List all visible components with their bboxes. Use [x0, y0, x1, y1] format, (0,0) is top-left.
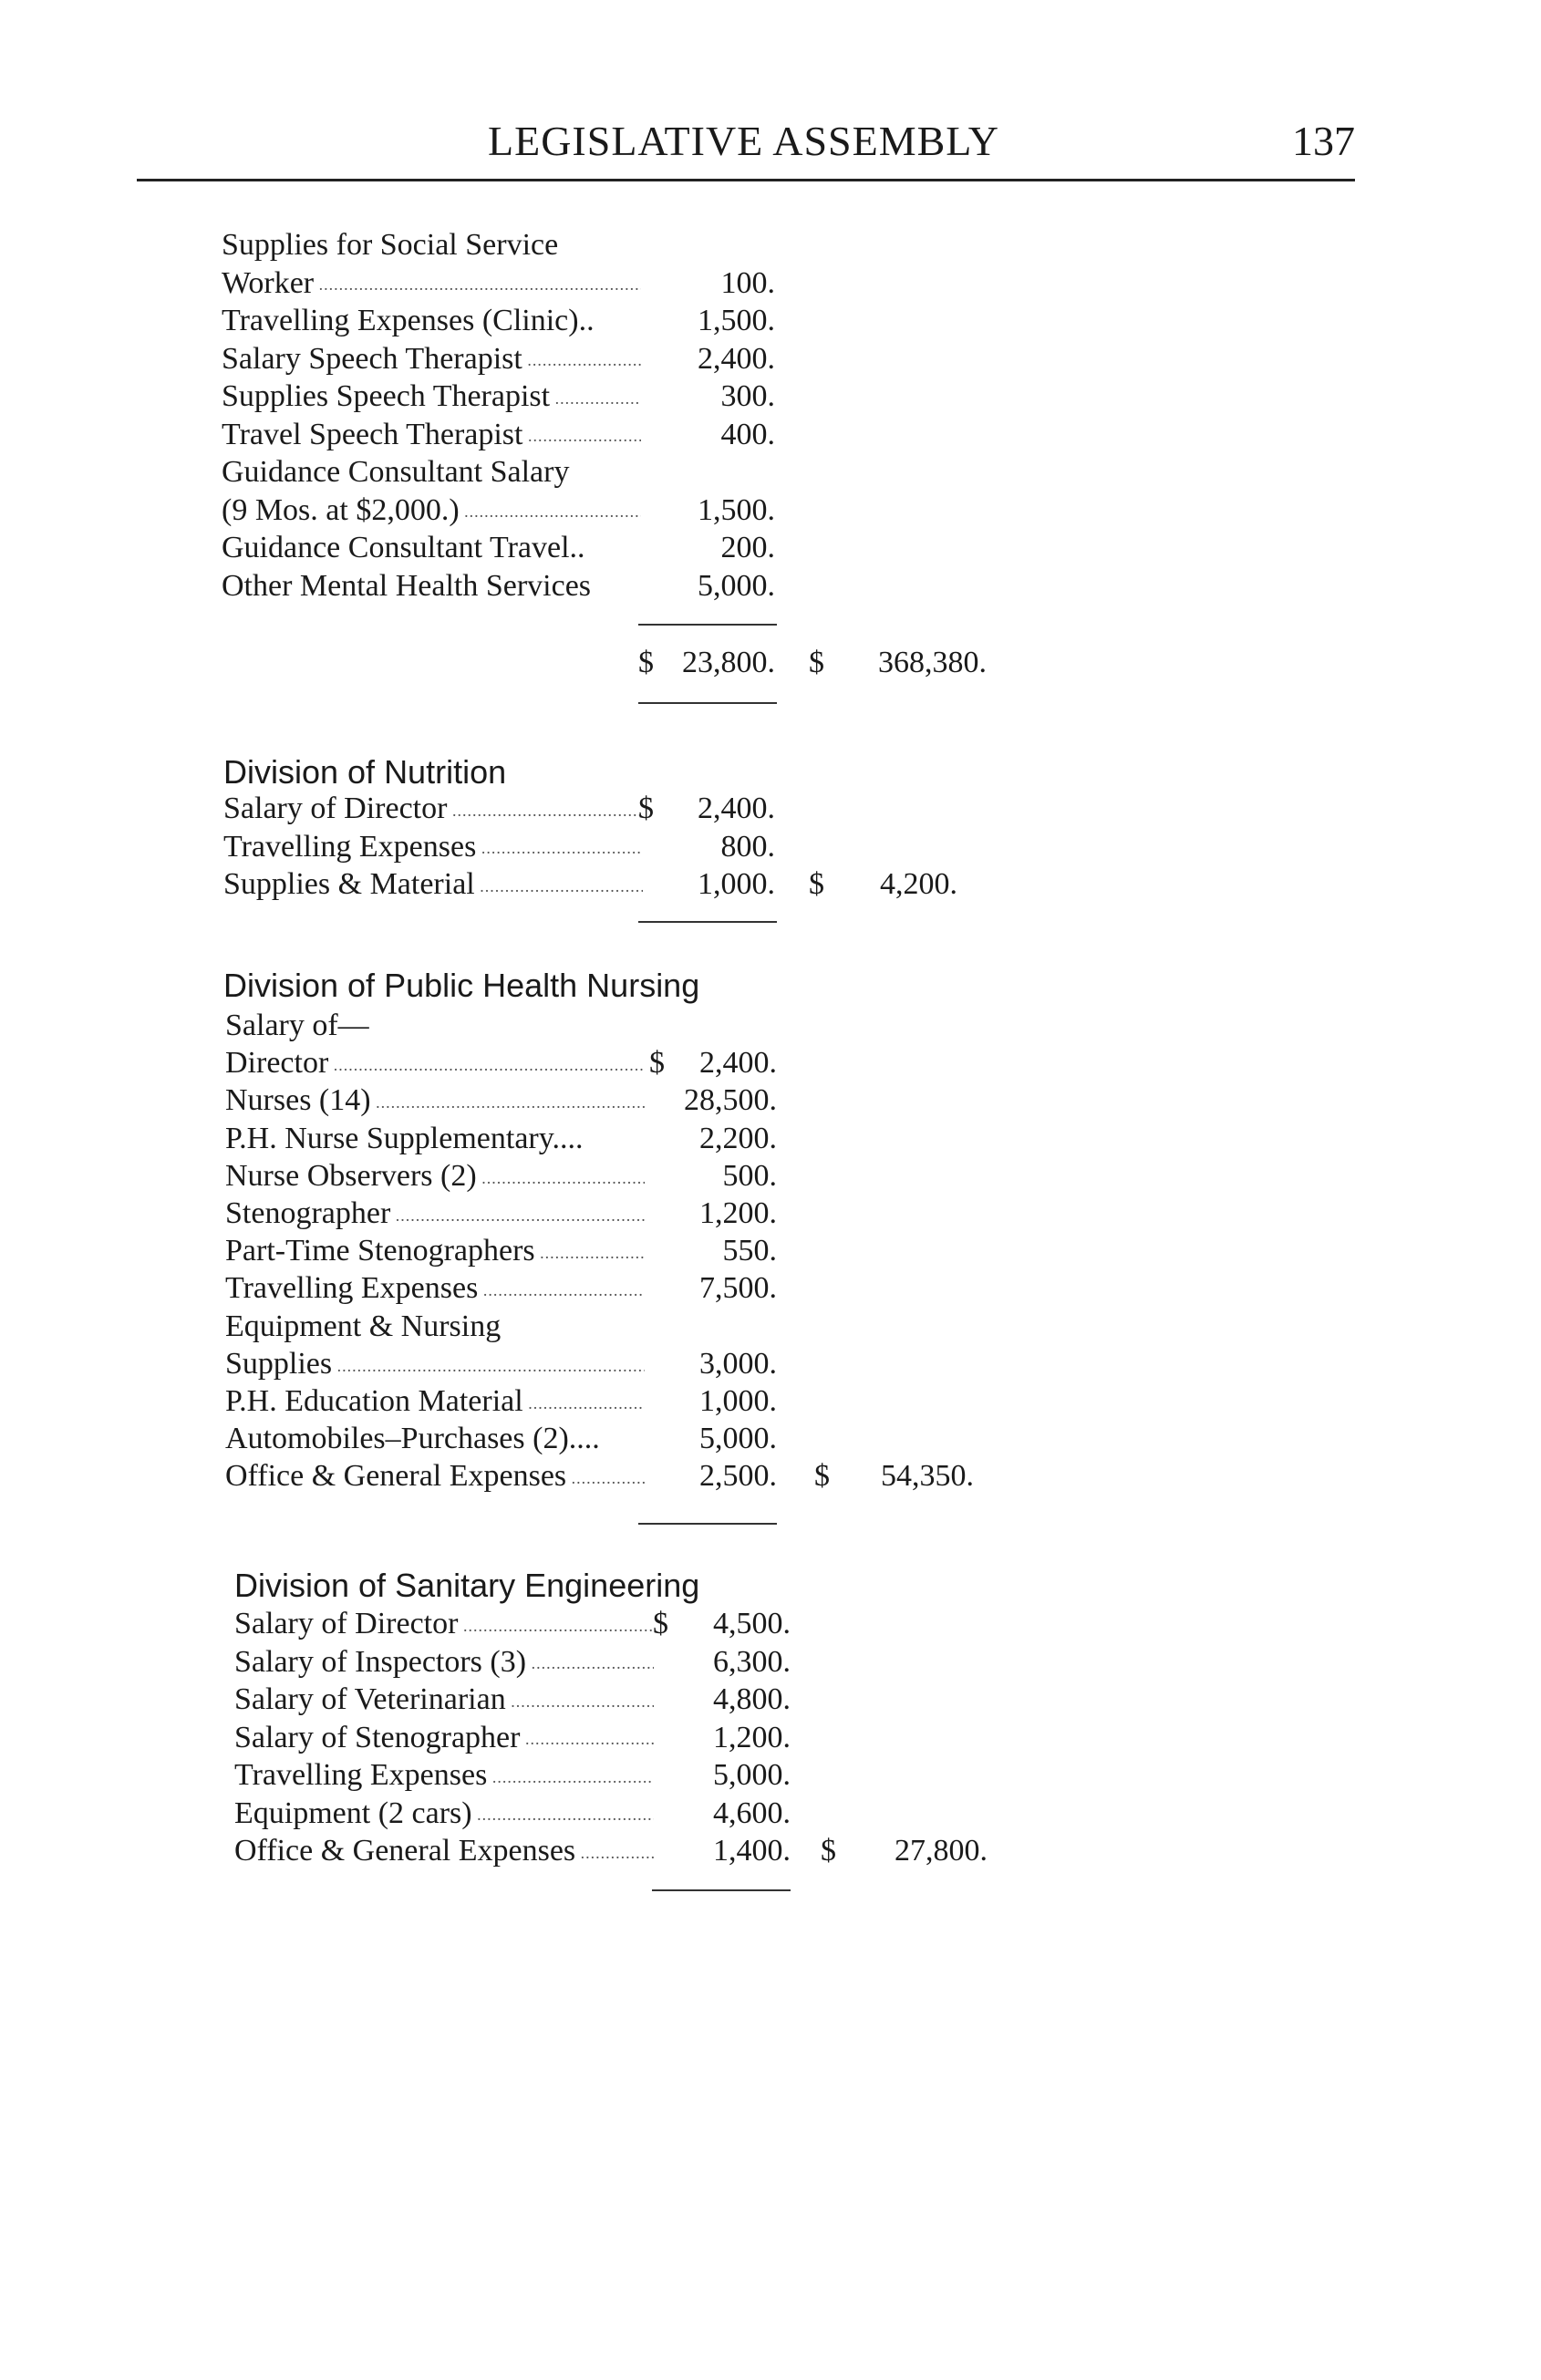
line-item-label: Automobiles–Purchases (2).... — [225, 1422, 600, 1456]
mental-health-subtotal-rule-bottom — [638, 702, 777, 704]
line-item-label: Equipment (2 cars) ..... — [234, 1796, 654, 1831]
line-item-amount: 5,000. — [698, 568, 775, 603]
line-item — [0, 1682, 1541, 1721]
nursing-heading: Division of Public Health Nursing — [223, 967, 700, 1004]
line-item — [0, 342, 1541, 380]
line-item-amount: 1,000. — [699, 1384, 777, 1418]
page-number: 137 — [1292, 118, 1355, 164]
line-item-label: Salary of Stenographer ..... — [234, 1721, 654, 1755]
line-item — [0, 569, 1541, 607]
line-item-amount: 2,400. — [698, 341, 775, 376]
line-item — [0, 228, 1541, 266]
line-item-label: Salary of Veterinarian ..... — [234, 1682, 654, 1717]
line-item-amount: 550. — [722, 1234, 777, 1268]
line-item — [0, 1083, 1541, 1122]
header-rule — [137, 179, 1355, 181]
line-item — [0, 1159, 1541, 1197]
section-total: 27,800. — [895, 1834, 988, 1868]
line-item — [0, 1422, 1541, 1460]
line-item-amount: 800. — [720, 829, 775, 864]
line-item-label: Travelling Expenses ..... — [234, 1758, 654, 1793]
nutrition-heading: Division of Nutrition — [223, 753, 507, 791]
line-item — [0, 1196, 1541, 1235]
line-item-label: Nurse Observers (2) ..... — [225, 1159, 645, 1194]
line-item-amount: 6,300. — [713, 1644, 791, 1679]
line-item — [0, 1834, 1541, 1872]
line-item-label: Guidance Consultant Travel.. — [222, 531, 585, 564]
line-item — [0, 1607, 1541, 1645]
subtotal-amount: 23,800. — [682, 646, 775, 679]
line-item-amount: 1,400. — [713, 1834, 791, 1868]
page-header — [137, 117, 1355, 182]
nutrition-rule — [638, 921, 777, 923]
line-item — [0, 531, 1541, 569]
line-item-amount: 2,400. — [698, 792, 775, 825]
line-item-label: Travelling Expenses ..... — [223, 830, 643, 864]
line-item-amount: 1,500. — [698, 492, 775, 527]
line-item — [0, 418, 1541, 456]
line-item — [0, 867, 1541, 905]
line-item — [0, 1796, 1541, 1835]
line-item-amount: 4,600. — [713, 1795, 791, 1830]
line-item-label: Supplies ..... — [225, 1347, 645, 1381]
line-item-amount: 5,000. — [699, 1422, 777, 1456]
line-item — [0, 792, 1541, 830]
sanitary-heading: Division of Sanitary Engineering — [234, 1567, 700, 1604]
line-item-label: (9 Mos. at $2,000.) ..... — [222, 493, 641, 528]
line-item-amount: 200. — [720, 531, 775, 564]
mental-health-totals-row — [0, 646, 1541, 684]
line-item-amount: 7,500. — [699, 1271, 777, 1306]
line-item-label: Supplies & Material ..... — [223, 867, 643, 902]
line-item-amount: 1,200. — [699, 1196, 777, 1230]
line-item-amount: 2,200. — [699, 1121, 777, 1155]
line-item-label: Worker ..... — [222, 266, 641, 301]
line-item-label: Salary of Director ..... — [223, 792, 643, 826]
line-item-amount: 400. — [720, 417, 775, 451]
sanitary-rule — [652, 1889, 791, 1891]
line-item — [0, 1459, 1541, 1497]
line-item — [0, 1645, 1541, 1683]
line-item-amount: 1,200. — [713, 1720, 791, 1754]
mental-health-subtotal-rule-top — [638, 624, 777, 626]
line-item — [0, 830, 1541, 868]
subtotal-dollar-sign: $ — [638, 646, 654, 679]
line-item-label: P.H. Education Material ..... — [225, 1384, 645, 1419]
line-item-amount: 1,500. — [698, 304, 775, 337]
section-total: 54,350. — [881, 1459, 974, 1494]
total-dollar-sign: $ — [809, 646, 824, 679]
line-item — [0, 1009, 1541, 1047]
line-item-amount: 2,500. — [699, 1459, 777, 1494]
total-dollar-sign: $ — [809, 867, 824, 901]
line-item — [0, 1234, 1541, 1272]
line-item-label: Salary of— — [225, 1009, 369, 1042]
line-item-label: Supplies Speech Therapist ..... — [222, 379, 641, 414]
line-item-amount: 4,800. — [713, 1682, 791, 1716]
line-item-amount: 100. — [720, 265, 775, 300]
dollar-sign: $ — [649, 1046, 665, 1081]
line-item — [0, 455, 1541, 493]
line-item-label: Office & General Expenses ..... — [225, 1459, 645, 1494]
line-item-amount: 300. — [720, 379, 775, 413]
line-item — [0, 1758, 1541, 1796]
line-item-amount: 4,500. — [713, 1607, 791, 1640]
line-item — [0, 379, 1541, 418]
section-total: 4,200. — [880, 867, 957, 901]
line-item — [0, 1046, 1541, 1084]
line-item — [0, 1347, 1541, 1385]
line-item-label: Salary Speech Therapist ..... — [222, 342, 641, 377]
line-item-label: Supplies for Social Service — [222, 228, 559, 262]
line-item-amount: 1,000. — [698, 867, 775, 901]
total-dollar-sign: $ — [814, 1459, 830, 1494]
line-item-amount: 5,000. — [713, 1758, 791, 1792]
line-item-label: Nurses (14) ..... — [225, 1083, 645, 1118]
line-item-label: Salary of Director ..... — [234, 1607, 654, 1641]
line-item — [0, 1309, 1541, 1348]
line-item-label: Travel Speech Therapist ..... — [222, 418, 641, 452]
line-item-amount: 2,400. — [699, 1046, 777, 1081]
total-amount: 368,380. — [878, 646, 987, 679]
line-item-label: Travelling Expenses ..... — [225, 1271, 645, 1306]
line-item — [0, 304, 1541, 342]
line-item-label: Travelling Expenses (Clinic).. — [222, 304, 595, 337]
line-item-amount: 3,000. — [699, 1346, 777, 1381]
line-item-label: Other Mental Health Services — [222, 568, 592, 603]
page-title: LEGISLATIVE ASSEMBLY — [488, 118, 1000, 164]
line-item-label: Stenographer ..... — [225, 1196, 645, 1231]
line-item-label: Office & General Expenses ..... — [234, 1834, 654, 1868]
dollar-sign: $ — [638, 792, 654, 825]
line-item — [0, 493, 1541, 532]
line-item — [0, 266, 1541, 305]
total-dollar-sign: $ — [821, 1834, 836, 1868]
line-item-amount: 500. — [722, 1158, 777, 1193]
line-item-label: Salary of Inspectors (3) ..... — [234, 1645, 654, 1680]
line-item-label: Part-Time Stenographers ..... — [225, 1234, 645, 1268]
line-item-amount: 28,500. — [684, 1083, 777, 1118]
line-item-label: Director ..... — [225, 1046, 645, 1081]
line-item — [0, 1721, 1541, 1759]
line-item-label: P.H. Nurse Supplementary.... — [225, 1121, 584, 1155]
line-item — [0, 1384, 1541, 1423]
line-item-label: Guidance Consultant Salary — [222, 455, 570, 489]
line-item — [0, 1271, 1541, 1309]
dollar-sign: $ — [653, 1607, 668, 1640]
line-item — [0, 1122, 1541, 1160]
line-item-label: Equipment & Nursing — [225, 1309, 502, 1343]
nursing-rule — [638, 1523, 777, 1525]
